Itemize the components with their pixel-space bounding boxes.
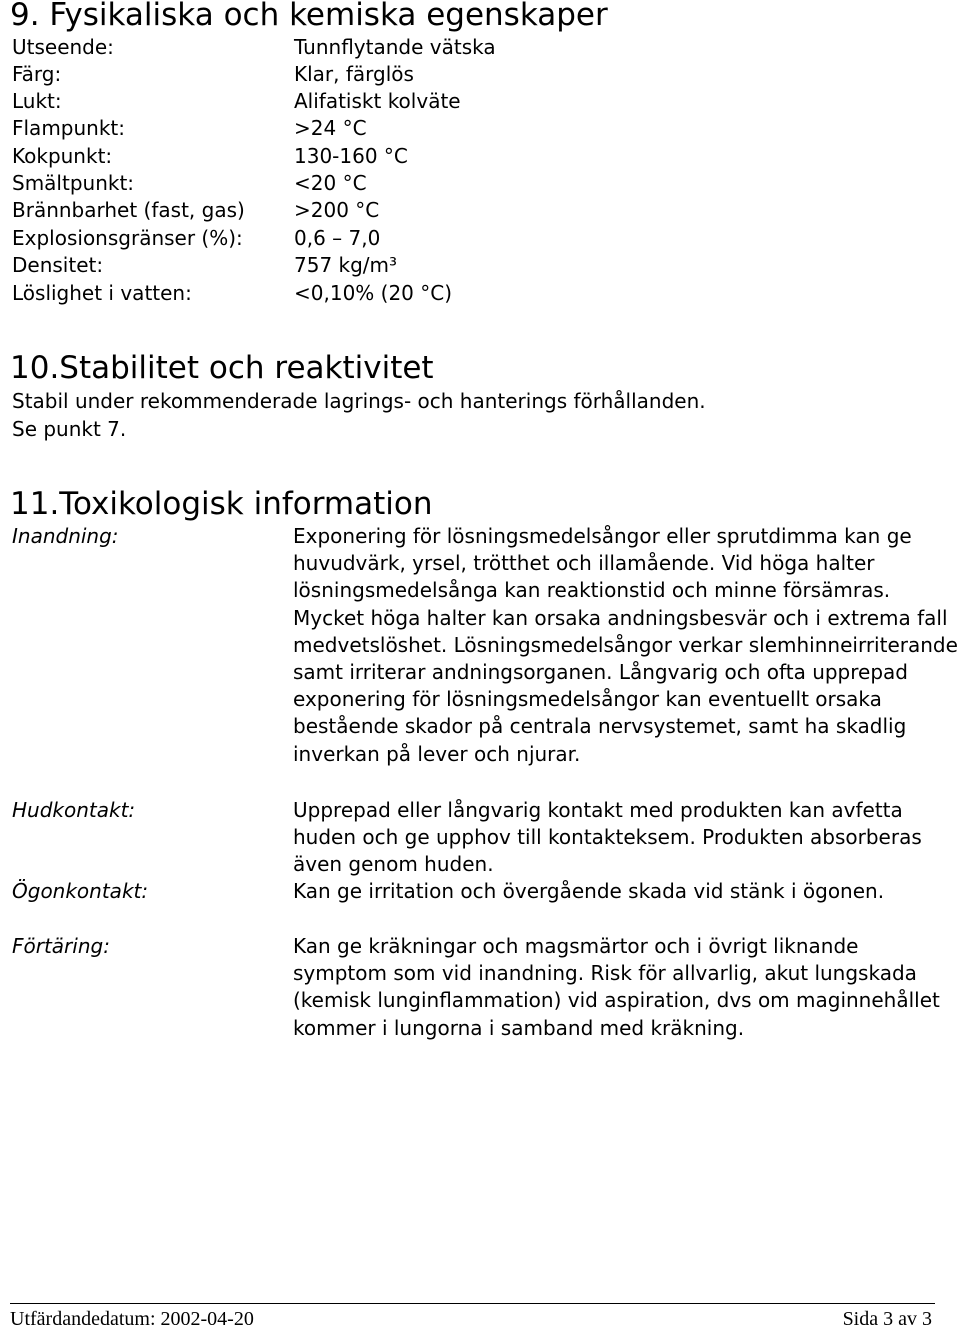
skin-contact-label: Hudkontakt:: [12, 798, 136, 822]
property-value: >24 °C: [294, 116, 367, 140]
property-label: Smältpunkt:: [12, 171, 135, 195]
property-value: 757 kg/m³: [294, 253, 398, 277]
property-label: Densitet:: [12, 253, 104, 277]
property-value: Tunnflytande vätska: [294, 35, 496, 59]
property-value: <0,10% (20 °C): [294, 281, 453, 305]
skin-contact-text: Upprepad eller långvarig kontakt med produkten kan avfetta huden och ge upphov till kontakteksem. Produkten absorberas även genom huden.: [293, 798, 922, 877]
property-label: Löslighet i vatten:: [12, 281, 192, 305]
property-value: Alifatiskt kolväte: [294, 89, 461, 113]
property-label: Brännbarhet (fast, gas): [12, 198, 245, 222]
property-value: >200 °C: [294, 198, 380, 222]
section-10-heading: 10.Stabilitet och reaktivitet: [10, 350, 434, 386]
stability-reference: Se punkt 7.: [12, 417, 127, 441]
ingestion-text: Kan ge kräkningar och magsmärtor och i övrigt liknande symptom som vid inandning. Risk för allvarlig, akut lungskada (kemisk lunginflammation) vid aspiration, dvs om maginnehållet kommer i lungorna i samband med kräkning.: [293, 934, 940, 1040]
footer-issue-date: Utfärdandedatum: 2002-04-20: [10, 1308, 254, 1330]
ingestion-label: Förtäring:: [12, 934, 110, 958]
property-value: Klar, färglös: [294, 62, 414, 86]
section-9-heading: 9. Fysikaliska och kemiska egenskaper: [10, 0, 608, 33]
property-label: Explosionsgränser (%):: [12, 226, 243, 250]
property-value: <20 °C: [294, 171, 367, 195]
stability-text: Stabil under rekommenderade lagrings- och hanterings förhållanden.: [12, 389, 706, 413]
eye-contact-label: Ögonkontakt:: [12, 879, 149, 903]
property-label: Utseende:: [12, 35, 114, 59]
property-label: Lukt:: [12, 89, 62, 113]
inhalation-text: Exponering för lösningsmedelsångor eller sprutdimma kan ge huvudvärk, yrsel, trötthet och illamående. Vid höga halter lösningsmedelsånga kan reaktionstid och minne försämras. Mycket höga halter kan orsaka andningsbesvär och i extrema fall medvetslöshet. Lösningsmedelsångor verkar slemhinneirriterande samt irriterar andningsorganen. Långvarig och ofta upprepad exponering för lösningsmedelsångor kan eventuellt orsaka bestående skador på centrala nervsystemet, samt ha skadlig inverkan på lever och njurar.: [293, 524, 958, 766]
property-value: 0,6 – 7,0: [294, 226, 381, 250]
property-label: Färg:: [12, 62, 62, 86]
footer-divider: [10, 1303, 935, 1304]
eye-contact-text: Kan ge irritation och övergående skada vid stänk i ögonen.: [293, 879, 885, 903]
property-value: 130-160 °C: [294, 144, 408, 168]
footer-page-number: Sida 3 av 3: [842, 1308, 932, 1330]
section-11-heading: 11.Toxikologisk information: [10, 486, 433, 522]
inhalation-label: Inandning:: [12, 524, 119, 548]
property-label: Flampunkt:: [12, 116, 126, 140]
property-label: Kokpunkt:: [12, 144, 113, 168]
